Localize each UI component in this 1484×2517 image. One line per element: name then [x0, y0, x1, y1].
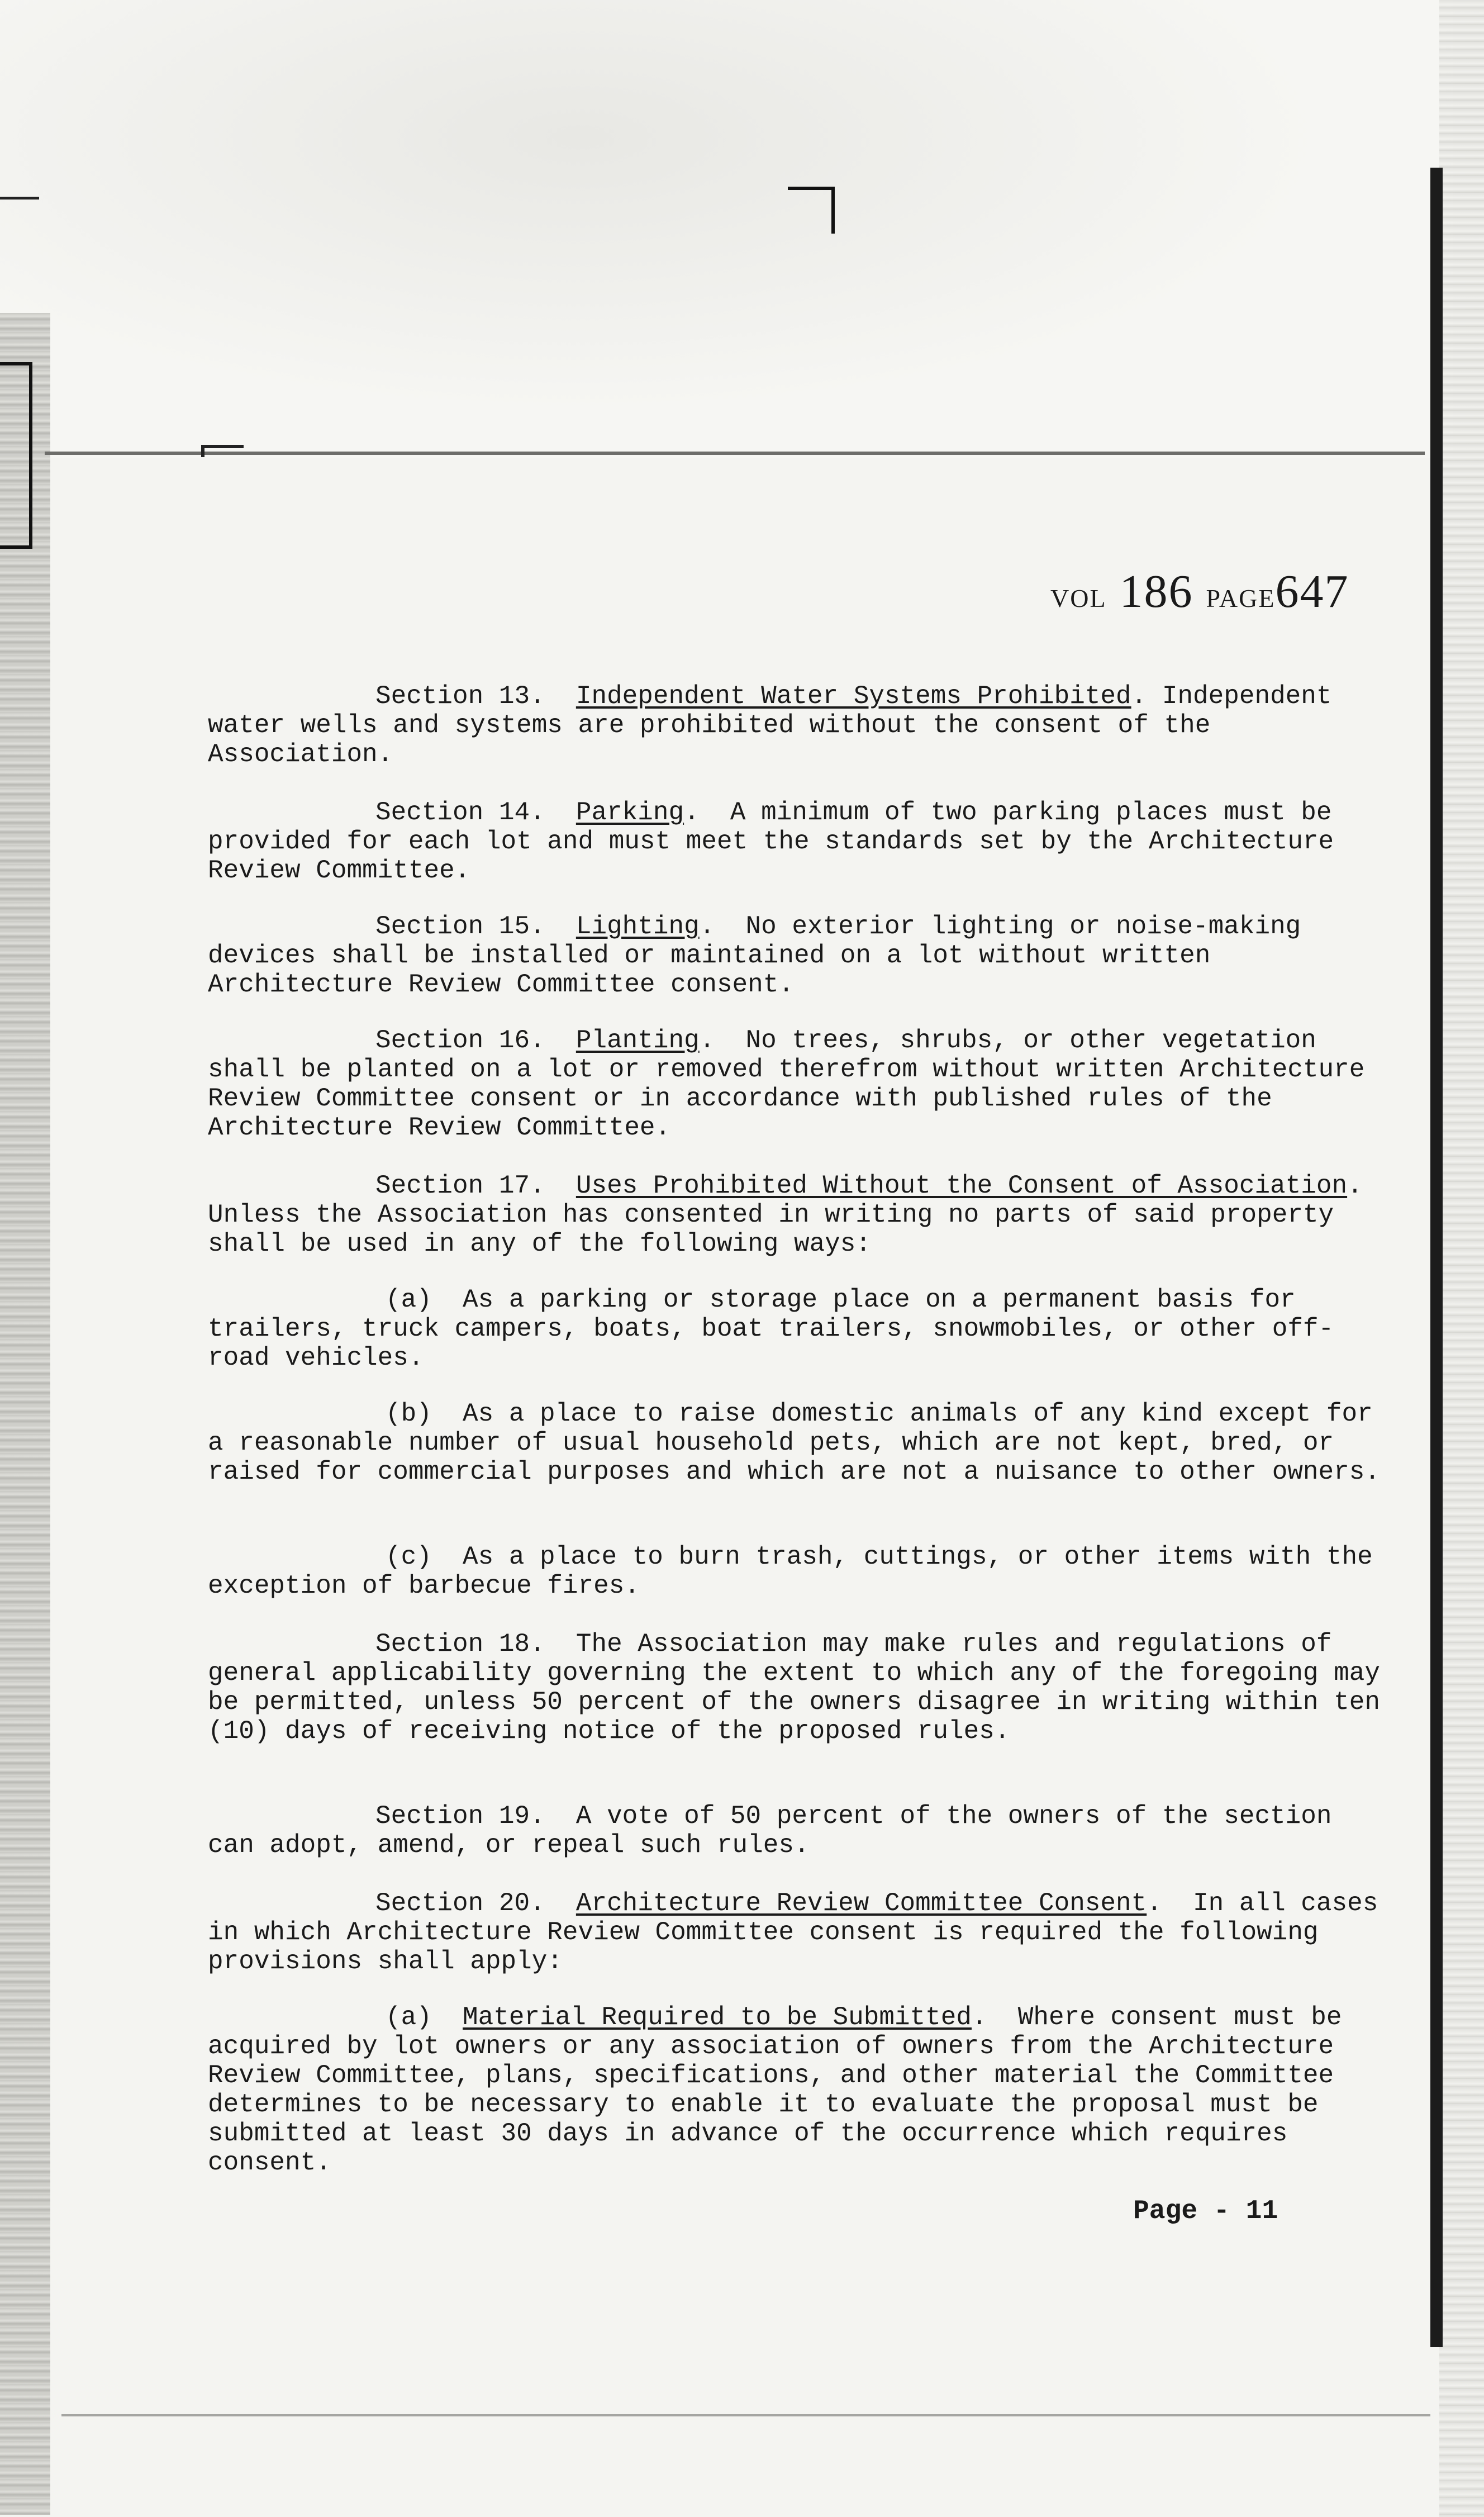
section-14 — [208, 798, 1381, 885]
section-17-item-a-text: (a) As a parking or storage place on a permanent basis for trailers, truck campers, boats, boat trailers, snowmobiles, or other off-road vehicles. — [208, 1285, 1334, 1373]
section-18 — [208, 1630, 1396, 1746]
vol-number: 186 — [1119, 566, 1193, 618]
section-20-item-a-lead: (a) — [386, 2003, 463, 2032]
section-15-body: . No exterior lighting or noise-making devices shall be installed or maintained on a lot without written Architecture Review Committee consent. — [208, 912, 1316, 999]
section-18-lead: Section 18. — [375, 1630, 576, 1659]
section-16 — [208, 1026, 1381, 1142]
section-14-body: . A minimum of two parking places must be provided for each lot and must meet the standards set by the Architecture Review Committee. — [208, 798, 1349, 885]
scan-dash-mark — [0, 197, 39, 200]
scan-bracket-mark — [0, 362, 32, 549]
volume-page-stamp — [1050, 564, 1349, 619]
scan-edge-right — [1439, 0, 1484, 2517]
section-20-item-a-title: Material Required to be Submitted — [463, 2003, 972, 2032]
page-footer-number: Page - 11 — [1133, 2196, 1278, 2226]
section-13-title: Independent Water Systems Prohibited — [575, 682, 1131, 711]
page-label: PAGE — [1206, 584, 1276, 612]
paper-bottom-edge — [61, 2414, 1430, 2416]
section-17-item-a — [208, 1285, 1381, 1373]
scan-edge-left — [0, 313, 50, 2515]
section-19-body: A vote of 50 percent of the owners of the section can adopt, amend, or repeal such rules. — [208, 1802, 1348, 1860]
section-20 — [208, 1889, 1393, 1976]
section-20-item-a-body: . Where consent must be acquired by lot owners or any association of owners from the Architecture Review Committee, plans, specifications, and other material the Committee determines to be necessary to enable it to evaluate the proposal must be submitted at least 30 days in advance of the occurrence which requires consent. — [208, 2003, 1358, 2177]
section-15 — [208, 912, 1381, 999]
section-16-title: Planting — [575, 1026, 700, 1055]
section-14-lead: Section 14. — [375, 798, 576, 827]
section-17-item-b — [208, 1399, 1388, 1487]
section-16-lead: Section 16. — [375, 1026, 576, 1055]
crop-mark-lower — [201, 445, 244, 457]
page-number: 647 — [1275, 566, 1349, 618]
section-17-item-c — [208, 1542, 1388, 1601]
section-18-body: The Association may make rules and regulations of general applicability governing the extent to which any of the foregoing may be permitted, unless 50 percent of the owners disagree in writing within ten (10) days of receiving notice of the proposed rules. — [208, 1630, 1396, 1746]
section-17-lead: Section 17. — [375, 1171, 576, 1200]
section-17-title: Uses Prohibited Without the Consent of Association — [575, 1171, 1348, 1200]
section-15-title: Lighting — [575, 912, 700, 941]
crop-mark — [788, 187, 835, 234]
paper-top-edge — [45, 452, 1425, 455]
scan-background-top — [0, 0, 1453, 458]
section-14-title: Parking — [575, 798, 684, 827]
scan-binding-bar — [1430, 168, 1443, 2347]
section-17-item-b-text: (b) As a place to raise domestic animals of any kind except for a reasonable number of usual household pets, which are not kept, bred, or raised for commercial purposes and which are not a nuisance to other owners. — [208, 1399, 1388, 1487]
section-17 — [208, 1171, 1393, 1258]
section-19-lead: Section 19. — [375, 1802, 576, 1831]
section-15-lead: Section 15. — [375, 912, 576, 941]
section-20-lead: Section 20. — [375, 1889, 576, 1918]
vol-label: VOL — [1050, 584, 1107, 612]
section-13: Section 13. Independent Water Systems Prohibited. Independent water wells and systems are prohibited without the consent of the Association. — [208, 682, 1348, 769]
section-17-body: . Unless the Association has consented in writing no parts of said property shall be used in any of the following ways: — [208, 1171, 1393, 1258]
section-20-item-a — [208, 2003, 1381, 2177]
section-20-title: Architecture Review Committee Consent — [575, 1889, 1147, 1918]
section-16-body: . No trees, shrubs, or other vegetation shall be planted on a lot or removed therefrom without written Architecture Review Committee consent or in accordance with published rules of the Architecture Review Committee. — [208, 1026, 1380, 1142]
section-13-body: Independent water wells and systems are prohibited without the consent of the Association. — [208, 682, 1348, 769]
section-13-lead: Section 13. — [375, 682, 576, 711]
section-17-item-c-text: (c) As a place to burn trash, cuttings, or other items with the exception of barbecue fires. — [208, 1542, 1388, 1601]
section-19 — [208, 1802, 1381, 1860]
section-20-body: . In all cases in which Architecture Review Committee consent is required the following provisions shall apply: — [208, 1889, 1393, 1976]
